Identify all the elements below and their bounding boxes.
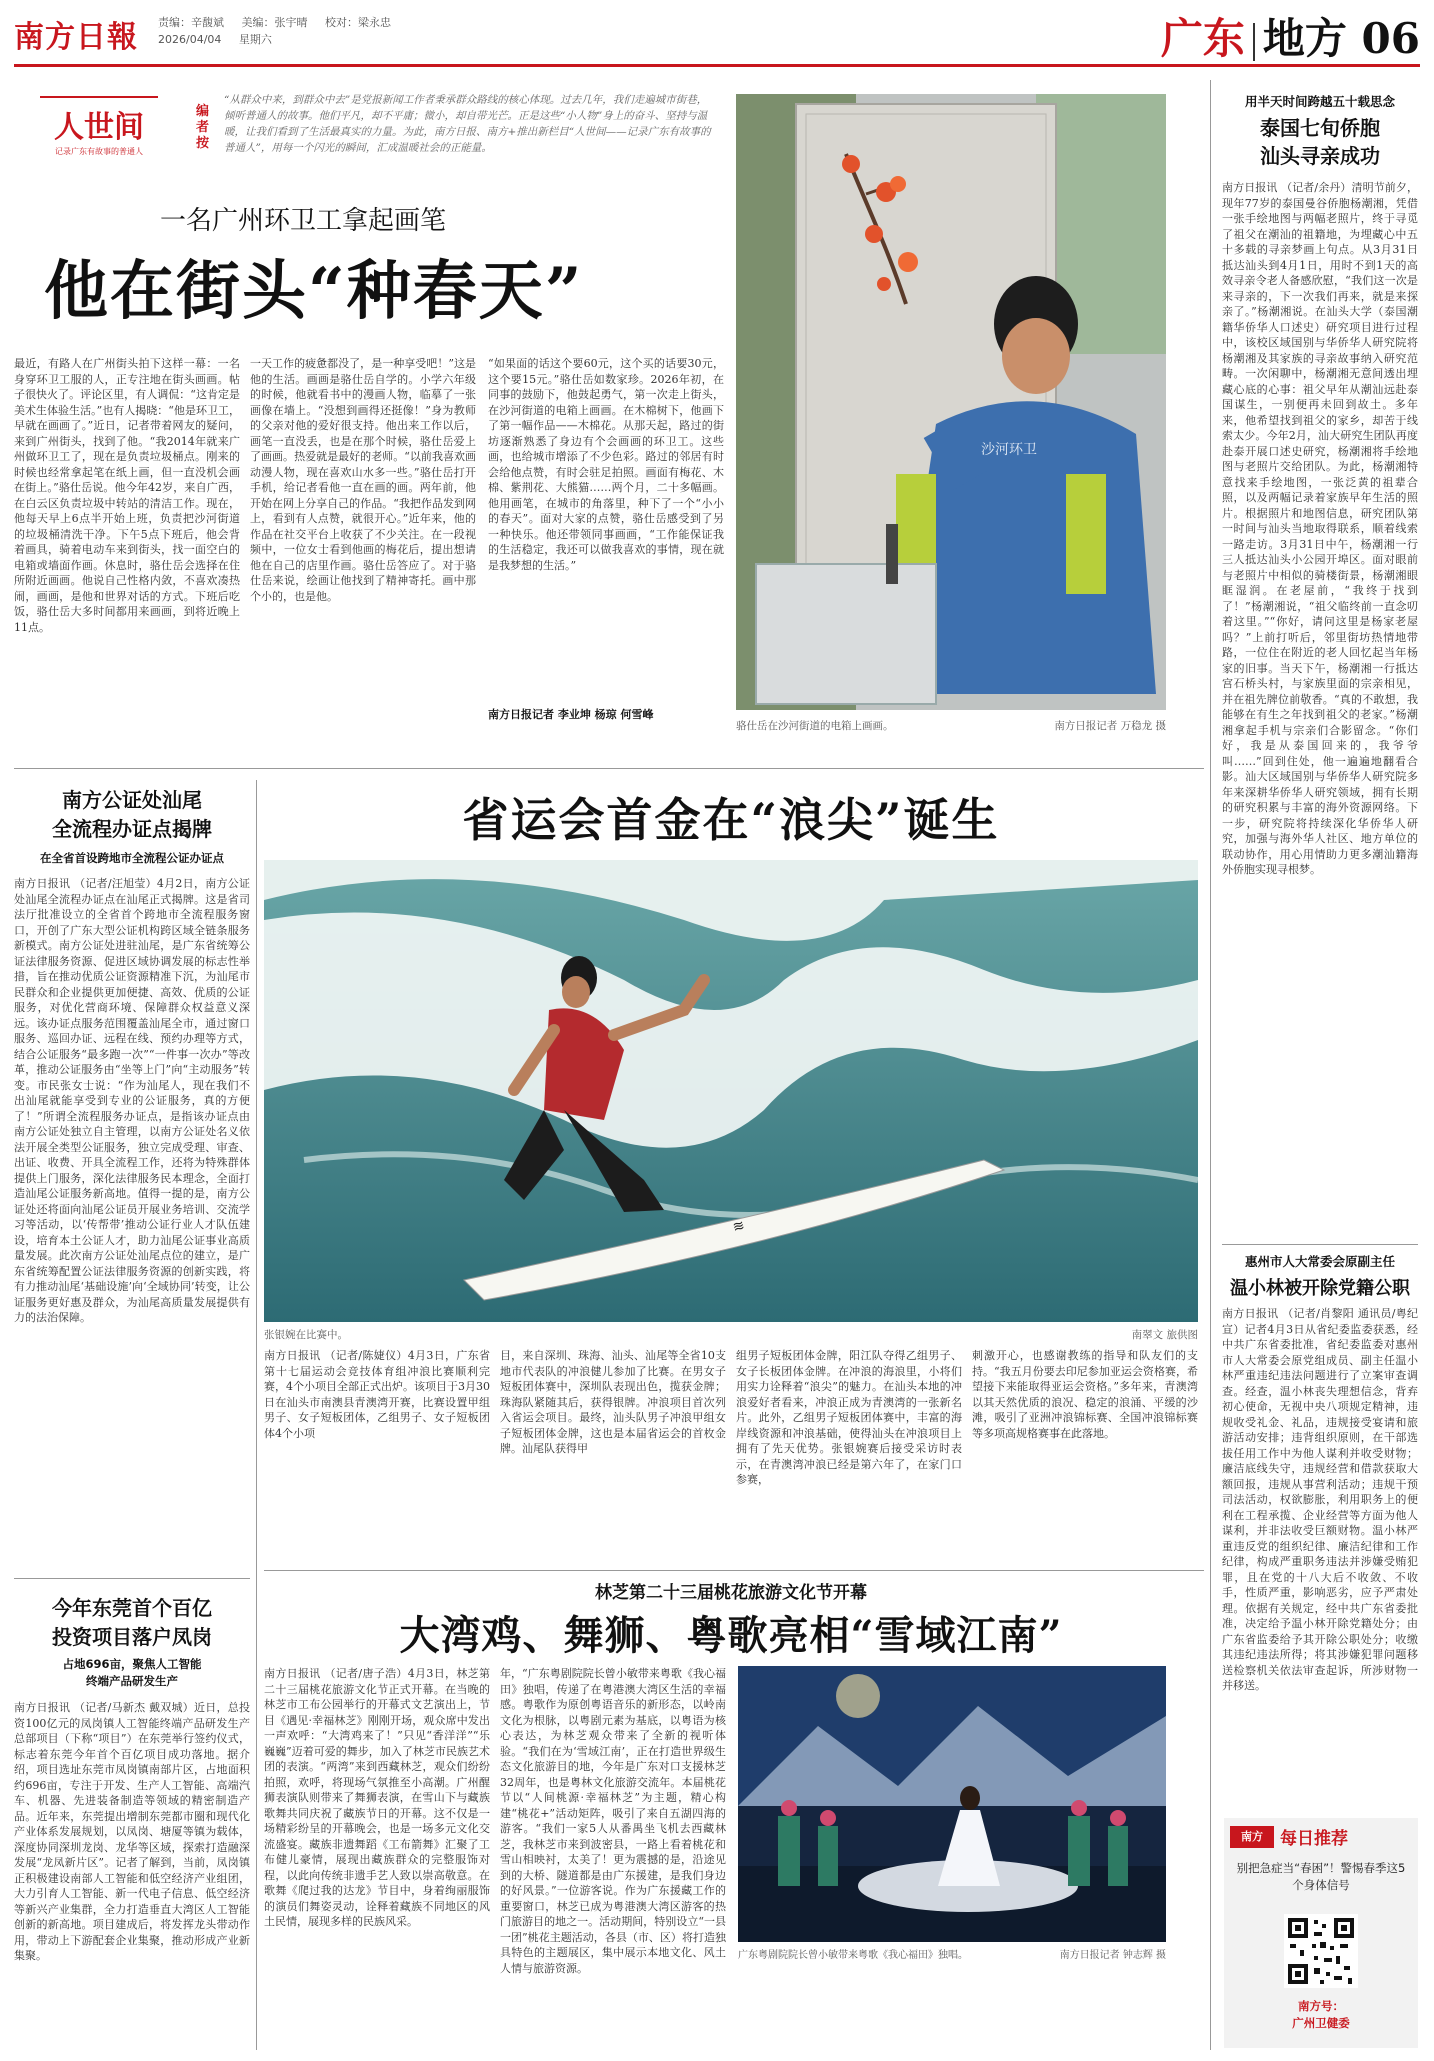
editor-credit: 责编：辛馥斌 [158,16,224,29]
linzhi-column-1: 南方日报讯 （记者/唐子浩）4月3日，林芝第二十三届桃花旅游文化节正式开幕。在当晚的林芝市工布公园举行的开幕式文艺演出上，节目《遇见·幸福林芝》刚刚开场，观众席中发出一声欢呼：“大湾鸡来了！”只见“香洋洋”“乐巍巍”迈着可爱的舞步，加入了林芝市民族艺术团的表演。“两湾”来到西藏林芝，观众们纷纷拍照，欢呼，将现场气氛推至小高潮。广州醒狮表演队则带来了舞狮表演，在雪山下与藏族歌舞共同庆祝了藏族节日的开幕。这不仅是一场精彩纷呈的开幕晚会，也是一场多元文化交流盛宴。藏族非遗舞蹈《工布箭舞》汇聚了工布健儿豪情，展现出藏族群众的完整服饰对程，以此向传统非遗手艺人致以崇高敬意。在歌舞《爬过我的达龙》节目中，身着绚丽服饰的演员们舞姿灵动，诠释着藏族不同地区的风土民情，展现多样的民族风采。 [264,1667,490,1928]
vest-label: 沙河环卫 [981,442,1037,458]
stage-performance-image [738,1666,1166,1942]
street-painter-image [736,94,1166,710]
linzhi-kicker: 林芝第二十三届桃花旅游文化节开幕 [595,1583,867,1603]
daily-recommend-title: 每日推荐 [1280,1829,1348,1849]
linzhi-caption-text: 广东粤剧院院长曾小敏带来粤歌《我心福田》独唱。 [738,1950,968,1961]
daily-recommend-text[interactable]: 别把急症当“春困”！警惕春季这5个身体信号 [1236,1861,1406,1892]
huizhou-body: 南方日报讯 （记者/肖黎阳 通讯员/粤纪宣）记者4月3日从省纪委监委获悉，经中共广东省委批准，省纪委监委对惠州市人大常委会原党组成员、副主任温小林严重违纪违法问题进行了立案审查调查。经查，温小林丧失理想信念，背弃初心使命，无视中央八项规定精神，违规收受礼金、礼品，违规接受宴请和旅游活动安排；违背组织原则，在干部选拔任用工作中为他人谋利并收受财物；廉洁底线失守，违规经营和借款获取大额回报，违规从事营利活动；违规干预司法活动，权欲膨胀，利用职务上的便利在工程承揽、企业经营等方面为他人谋利，并非法收受巨额财物。温小林严重违反党的组织纪律、廉洁纪律和工作纪律，构成严重职务违法并涉嫌受贿犯罪，且在党的十八大后不收敛、不收手，性质严重，影响恶劣，应予严肃处理。依据有关规定，经中共广东省委批准，决定给予温小林开除党籍处分；由广东省监委给予其开除公职处分；收缴其违纪违法所得；将其涉嫌犯罪问题移送检察机关依法审查起诉，所涉财物一并移送。 [1222,1307,1418,1692]
feature-column-1: 最近，有路人在广州街头拍下这样一幕：一名身穿环卫工服的人，正专注地在街头画画。帖子很快火了。评论区里，有人调侃：“这肯定是美术生体验生活。”也有人揭晓：“他是环卫工，早就在画画了。”近日，记者带着网友的疑问，来到广州街头，找到了他。“我2014年就来广州做环卫工了，现在是负责垃圾桶点。刚来的时候也经常拿起笔在纸上画，但一直没机会画在街上。”骆仕岳说。他今年42岁，来自广西，在白云区负责垃圾中转站的清洁工作。现在，他每天早上6点半开始上班，负责把沙河街道的垃圾桶清洗干净。下午5点下班后，他会背着画具，骑着电动车来到街头，找一面空白的电箱或墙面作画。休息时，骆仕岳会选择在住所附近画画。他说自己性格内敛，不喜欢凑热闹，画画，是他和世界对话的方式。下班后吃饭，骆仕岳大多时间都用来画画，到将近晚上11点。 [14,357,240,634]
feature-kicker: 一名广州环卫工拿起画笔 [160,206,447,236]
promo-source-name: 广州卫健委 [1292,2016,1350,2030]
daily-recommend-box[interactable] [1224,1818,1418,2048]
surf-column-2: 目，来自深圳、珠海、汕头、汕尾等全省10支地市代表队的冲浪健儿参加了比赛。在男女子短板团体赛中，深圳队表现出色，揽获金牌；珠海队紧随其后，获得银牌。冲浪项目首次列入省运会项目。最终，汕头队男子冲浪甲组女子短板团体金牌，这也是本届省运会的首枚金牌。汕尾队获得甲 [500,1349,726,1455]
left-bottom-rule [14,1578,250,1579]
notary-headline-line1: 南方公证处汕尾 [62,788,202,812]
huizhou-kicker: 惠州市人大常委会原副主任 [1244,1254,1395,1269]
surf-headline[interactable]: 省运会首金在“浪尖”诞生 [462,793,1000,847]
notary-body: 南方日报讯 （记者/汪旭莹）4月2日，南方公证处汕尾全流程办证点在汕尾正式揭牌。这是省司法厅批准设立的全省首个跨地市全流程服务窗口，开创了广东大型公证机构跨区域全链条服务新模式。南方公证处进驻汕尾，是广东省统筹公证法律服务资源、促进区域协调发展的标志性举措，旨在推动优质公证资源精准下沉，为汕尾市民群众和企业提供更加便捷、高效、优质的公证服务，对优化营商环境、保障群众权益意义深远。该办证点服务范围覆盖汕尾全市，通过窗口服务、巡回办证、远程在线、预约办理等方式，结合公证服务“最多跑一次”“一件事一次办”等改革，推动公证服务由“坐等上门”向“主动服务”转变。市民张女士说：“作为汕尾人，现在我们不出汕尾就能享受到专业的公证服务，真的方便了！”所谓全流程服务办证点，是指该办证点由南方公证处独立自主管理，以南方公证处名义依法开展全类型公证服务，独立完成受理、审查、出证、收费、开具全流程工作，还将为特殊群体提供上门服务，深化法律服务民本理念，全面打造汕尾公证服务新高地。值得一提的是，南方公证处还将面向汕尾公证员开展业务培训、交流学习等活动，以‘传帮带’推动公证行业人才队伍建设，培育本土公证人才，助力汕尾公证事业高质量发展。此次南方公证处汕尾点位的建立，是广东省统筹配置公证法律服务资源的创新实践，将有力推动汕尾‘基础设施’向‘全域协同’转变，让公证服务更好惠及群众，为汕尾高质量发展提供有力的法治保障。 [14,877,250,1324]
overseas-headline-line1: 泰国七旬侨胞 [1260,116,1380,140]
designer-credit: 美编：张宇晴 [241,16,308,29]
section-divider [1253,23,1255,61]
left-column-divider [256,780,257,2050]
issue-weekday: 星期六 [238,33,272,46]
linzhi-photo-caption [738,1946,1166,1961]
surf-photo[interactable] [264,860,1198,1322]
surfer-image [264,860,1198,1322]
surf-column-1: 南方日报讯 （记者/陈婕仪）4月3日，广东省第十七届运动会竞技体育组冲浪比赛顺利完赛，4个小项目全部正式出炉。该项目于3月30日在汕头市南澳县青澳湾开赛，比赛设置甲组男子、女子短板团体，乙组男子、女子短板团体4个小项 [264,1349,490,1440]
issue-date: 2026/04/04 [158,33,222,46]
notary-headline[interactable] [14,786,250,844]
feature-byline: 南方日报记者 李业坤 杨琼 何雪峰 [488,708,654,721]
overseas-body: 南方日报讯 （记者/余丹）清明节前夕，现年77岁的泰国曼谷侨胞杨潮湘，凭借一张手绘地图与两幅老照片，终于寻觅了祖父在潮汕的祖籍地，为埋藏心中五十多载的寻亲梦画上句点。从3月31日抵达汕头到4月1日，用时不到1天的高效寻亲令老人备感欣慰，“我们这一次是来寻亲的，下一次我们再来，就是来探亲了。”杨潮湘说。在汕头大学（泰国潮籍华侨华人口述史）研究项目进行过程中，该校区域国别与华侨华人研究院将杨潮湘及其家族的寻亲故事纳入研究范畴。一次闲聊中，杨潮湘无意间透出埋藏心底的心事：祖父早年从潮汕远赴泰国谋生，一别便再未回到故土。多年来，他希望找到祖父的家乡，却苦于线索太少。今年2月，汕大研究生团队再度赴泰开展口述史研究，杨潮湘将手绘地图与老照片交给团队。为此，杨潮湘特意找来手绘地图，一张泛黄的祖辈合照，以及两幅记录着家族早年生活的照片。根据照片和地图信息，研究团队第一时间与汕头当地取得联系，顺着线索一路走访。3月31日中午，杨潮湘一行三人抵达汕头小公园开埠区。面对眼前与老照片中相似的骑楼街景，杨潮湘眼眶湿润。在老屋前，“我终于找到了！”杨潮湘说，“祖父临终前一直念叨着这里。”“你好，请问这里是杨家老屋吗？”上前打听后，邻里街坊热情地带路，一位住在附近的老人回忆起当年杨家的旧事。当天下午，杨潮湘一行抵达宫石桥头村，与家族里面的宗亲相见，并在祖先牌位前敬香。“真的不敢想，我能够在有生之年找到祖父的老家。”杨潮湘拿起手机与宗亲们合影留念。“你们好，我是从泰国回来的，我爷爷叫……”回到住处，他一遍遍地翻看合影。汕大区域国别与华侨华人研究院多年来深耕华侨华人研究领域，拥有长期的研究积累与丰富的海外资源网络。下一步，研究院将持续深化华侨华人研究，加强与海外华人社区、地方单位的联动协作，用心用情助力更多潮汕籍海外侨胞实现寻根梦。 [1222,181,1418,876]
linzhi-column-2: 年，“广东粤剧院院长曾小敏带来粤歌《我心福田》独唱，传递了在粤港澳大湾区生活的幸福感。粤歌作为原创粤语音乐的新形态，以岭南文化为根脉，以粤剧元素为基底，以粤语为核心表达，为林芝观众带来了全新的视听体验。“我们在为‘雪域江南’，正在打造世界级生态文化旅游目的地，今年是广东对口支援林芝32周年，也是粤林文化旅游交流年。本届桃花节以“人间桃源·幸福林芝”为主题，精心构建“桃花+”活动矩阵，吸引了来自五湖四海的游客。“我们一家5人从番禺坐飞机去西藏林芝，我林芝市来到波密县，一路上看着桃花和雪山相映衬，太美了！更为震撼的是，沿途见到的大桥、隧道都是由广东援建，是我们身边的好风景。”一位游客说。作为广东援藏工作的重要窗口，林芝已成为粤港澳大湾区游客的热门旅游目的地之一。活动期间，特别设立“一县一团”桃花主题活动，各县（市、区）将打造独具特色的主题展区，集中展示本地文化、风土人情与旅游资源。 [500,1667,726,1975]
notary-headline-line2: 全流程办证点揭牌 [52,817,212,841]
header-rule [14,64,1420,67]
section-page: 地方 06 [1262,14,1420,63]
overseas-headline-line2: 汕头寻亲成功 [1260,144,1380,168]
newspaper-logo[interactable]: 南方日報 [14,20,138,55]
huizhou-headline[interactable]: 温小林被开除党籍公职 [1230,1278,1410,1299]
qr-code-icon[interactable] [1284,1914,1358,1988]
feature-column-3: “如果面的话这个要60元，这个买的话要30元，这个要15元。”骆仕岳如数家珍。2026年初，在同事的鼓励下，他鼓起勇气，第一次走上街头，在沙河街道的电箱上画画。在木棉树下，他画下了第一幅作品——木棉花。从那天起，路过的街坊逐渐熟悉了身边有个会画画的环卫工。这些画，也给城市增添了不少色彩。路过的邻居有时会给他点赞，有时会驻足拍照。画面有梅花、木棉、紫荆花、大熊猫……两个月，二十多幅画。他用画笔，在城市的角落里，种下了一个“小小的春天”。面对大家的点赞，骆仕岳感受到了另一种快乐。他还带领同事画画，“工作能保证我的生活稳定，我还可以做我喜欢的事情，现在就是我梦想的生活。” [488,357,724,572]
surf-column-3: 组男子短板团体金牌，阳江队夺得乙组男子、女子长板团体金牌。在冲浪的海浪里，小将们用实力诠释着“浪尖”的魅力。在汕头本地的冲浪爱好者看来，冲浪正成为青澳湾的一张新名片。此外，乙组男子短板团体赛中，丰富的海岸线资源和冲浪基础，使得汕头在冲浪项目上拥有了先天优势。张银婉赛后接受采访时表示，在青澳湾冲浪已经是第六年了，在家门口参赛， [736,1349,962,1486]
feature-headline[interactable]: 他在街头“种春天” [44,254,584,329]
feature-caption-text: 骆仕岳在沙河街道的电箱上画画。 [736,720,894,732]
surf-column-4: 刺激开心，也感谢教练的指导和队友们的支持。“我五月份要去印尼参加亚运会资格赛，希望接下来能取得亚运会资格。”多年来，青澳湾以其天然优质的浪况、稳定的浪涌、平缓的沙滩，吸引了亚洲冲浪锦标赛、全国冲浪锦标赛等多项高规格赛事在此落地。 [972,1349,1198,1440]
mid-rule [14,768,1204,769]
overseas-headline[interactable] [1222,114,1418,170]
dongguan-headline[interactable] [14,1594,250,1652]
right-mid-rule [1222,1244,1418,1245]
right-column-divider [1210,80,1211,2050]
dongguan-subhead [14,1656,250,1690]
dongguan-body: 南方日报讯 （记者/马新杰 戴双城）近日，总投资100亿元的凤岗镇人工智能终端产品研发生产总部项目（下称“项目”）在东莞举行签约仪式，标志着东莞今年首个百亿项目成功落地。据介绍，项目选址东莞市凤岗镇南部片区，占地面积约696亩，专注于开发、生产人工智能、高端汽车、机器、先进装备制造等领域的精密制造产品。近年来，东莞提出增制东莞都市圈和现代化产业体系发展规划，以凤岗、塘厦等镇为载体，深度协同深圳龙岗、龙华等区域，探索打造融深发展“龙凤新片区”。记者了解到，当前，凤岗镇正积极建设南部人工智能和低空经济产业组团，大力引育人工智能、新一代电子信息、低空经济等新兴产业集群，全力打造垂直大湾区人工智能创新的新高地。项目建成后，将发挥龙头带动作用，带动上下游配套企业集聚，推动形成产业新集聚。 [14,1701,250,1962]
surf-photo-credit: 南翠文 旅供图 [1131,1329,1198,1341]
editor-note-label: 编者按 [196,104,210,151]
bottom-rule [264,1570,1204,1571]
surf-caption-text: 张银婉在比赛中。 [264,1329,348,1341]
nanfang-tag: 南方 [1230,1826,1274,1848]
masthead [0,0,1434,62]
feature-photo-caption [736,718,1166,733]
column-name: 人世间 [54,110,144,145]
column-logo [40,96,158,170]
qr-code-graphic [1284,1914,1358,1988]
svg-text:≋: ≋ [731,1217,747,1236]
dongguan-subhead-line2: 终端产品研发生产 [86,1674,178,1688]
promo-source [1232,1998,1410,2032]
overseas-kicker: 用半天时间跨越五十载思念 [1244,94,1395,109]
feature-photo[interactable] [736,94,1166,710]
linzhi-photo-credit: 南方日报记者 钟志辉 摄 [1059,1950,1166,1961]
editor-note: “从群众中来，到群众中去”是党报新闻工作者秉承群众路线的核心体现。过去几年，我们走遍城市街巷，倾听普通人的故事。他们平凡，却不平庸；微小，却自带光芒。正是这些“小人物”身上的奋斗、坚持与温暖，让我们看到了生活最真实的力量。为此，南方日报、南方+推出新栏目“人世间——记录广东有故事的普通人”，用每一个闪光的瞬间，汇成温暖社会的正能量。 [224,94,711,154]
section-region: 广东 [1160,14,1245,63]
section-title [1161,6,1420,66]
dongguan-subhead-line1: 占地696亩，聚焦人工智能 [62,1657,202,1671]
column-subtitle: 记录广东有故事的普通人 [55,147,143,156]
promo-source-label: 南方号： [1298,1999,1344,2013]
dongguan-headline-line2: 投资项目落户凤岗 [52,1625,212,1649]
surf-photo-caption [264,1327,1198,1342]
feature-column-2: 一天工作的疲惫都没了，是一种享受吧！”这是他的生活。画画是骆仕岳自学的。小学六年级的时候，他就看书中的漫画人物，临摹了一张画像在墙上。“没想到画得还挺像！”身为教师的父亲对他的爱好很支持。他出来工作以后，画笔一直没丢，也是在那个时候，骆仕岳爱上了画画。热爱就是最好的老师。“以前我喜欢画动漫人物，现在喜欢山水多一些。”骆仕岳打开手机，给记者看他一直在画的画。两年前，他开始在网上分享自己的作品。“我把作品发到网上，看到有人点赞，就很开心。”近年来，他的作品在社交平台上收获了不少关注。在一段视频中，一位女士看到他画的梅花后，提出想请他在自己的店里作画。骆仕岳答应了。对于骆仕岳来说，绘画让他找到了精神寄托。画中那个小的，也是他。 [250,357,476,603]
linzhi-photo[interactable] [738,1666,1166,1942]
linzhi-headline[interactable]: 大湾鸡、舞狮、粤歌亮相“雪域江南” [399,1612,1063,1659]
page-meta [158,14,405,48]
dongguan-headline-line1: 今年东莞首个百亿 [52,1596,212,1620]
notary-subhead: 在全省首设跨地市全流程公证办证点 [40,851,224,865]
feature-photo-credit: 南方日报记者 万稳龙 摄 [1054,720,1166,732]
proof-credit: 校对：梁永忠 [325,16,391,29]
